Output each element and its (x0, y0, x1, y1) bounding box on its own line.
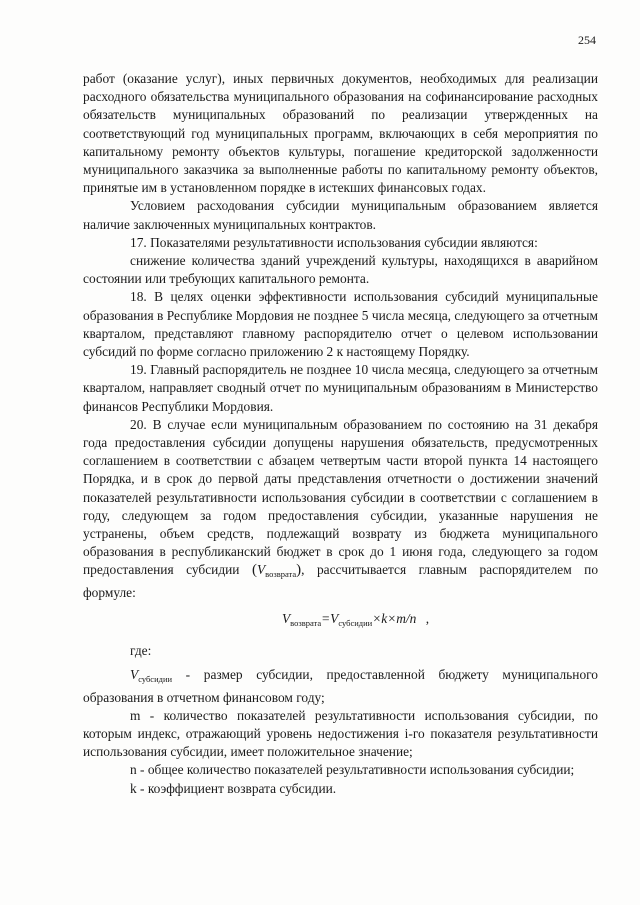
document-body (83, 70, 598, 798)
return-formula (83, 610, 598, 632)
paragraph-17-item: снижение количества зданий учреждений культуры, находящихся в аварийном состоянии или требующих капитального ремонта. (83, 253, 598, 287)
paragraph-17: 17. Показателями результативности использования субсидии являются: (130, 234, 538, 250)
paren-open: ( (251, 562, 257, 579)
formula-comma: , (425, 610, 430, 626)
formula-v-subsidy: $V_{субсидии}$ (330, 610, 373, 628)
paragraph-19: 19. Главный распорядитель не позднее 10 числа месяца, следующего за отчетным кварталом, направляет сводный отчет по муниципальным образованиям в Министерство финансов Республики Мордовия. (83, 362, 598, 414)
formula-equals: = (321, 610, 331, 626)
paragraph-condition: Условием расходования субсидии муниципальным образованием является наличие заключенных муниципальных контрактов. (83, 198, 598, 232)
paragraph-20-text: 20. В случае если муниципальным образованием по состоянию на 31 декабря года предоставления субсидии допущены нарушения обязательств, предусмотренных соглашением в соответствии с абзацем четвертым части второй пункта 14 настоящего Порядка, и в срок до первой даты представления отчетности о достижении значений показателей результативности использования субсидии в соответствии с соглашением в году, следующем за годом предоставления субсидии, указанные нарушения не устранены, объем средств, подлежащий возврату из бюджета муниципального образования в республиканский бюджет в срок до 1 июня года, следующего за годом предоставления субсидии (83, 416, 598, 578)
definition-v-subsidy: $V_{субсидии}$ - размер субсидии, предоставленной бюджету муниципального образования в отчетном финансовом году; (83, 667, 598, 705)
paragraph-continuation: работ (оказание услуг), иных первичных документов, необходимых для реализации расходного обязательства муниципального образования на софинансирование расходных обязательств муниципальных образований по реализации утвержденных на соответствующий год муниципальных программ, включающих в себя мероприятия по капитальному ремонту объектов культуры, погашение кредиторской задолженности муниципального заказчика за выполненные работы по капитальному ремонту объектов, принятые им в установленном порядке в истекших финансовых годах. (83, 71, 598, 196)
paragraph-20 (83, 416, 598, 602)
page-number: 254 (578, 33, 596, 47)
paragraph-18: 18. В целях оценки эффективности использования субсидий муниципальные образования в Республике Мордовия не позднее 5 числа месяца, следующего за отчетным кварталом, представляют главному распорядителю отчет о целевом использовании субсидий по форме согласно приложению 2 к настоящему Порядку. (83, 289, 598, 360)
formula-v-return: $V_{возврата}$ (281, 610, 322, 628)
paren-close: ) (296, 562, 302, 579)
var-v-return-inline: $V_{возврата}$ (256, 562, 297, 580)
definition-n: n - общее количество показателей результативности использования субсидии; (130, 762, 575, 778)
where-label: где: (130, 643, 152, 659)
paragraph-20-tail: , рассчитывается главным распорядителем по формуле: (83, 562, 599, 600)
definition-k: k - коэффициент возврата субсидии. (130, 780, 337, 796)
formula-tail: ×k×m/n (372, 610, 417, 626)
definition-m: m - количество показателей результативности использования субсидии, по которым индекс, отражающий уровень недостижения i-го показателя результативности использования субсидии, имеет положительное значение; (83, 707, 598, 760)
var-v-subsidy-inline: $V_{субсидии}$ (130, 667, 173, 685)
